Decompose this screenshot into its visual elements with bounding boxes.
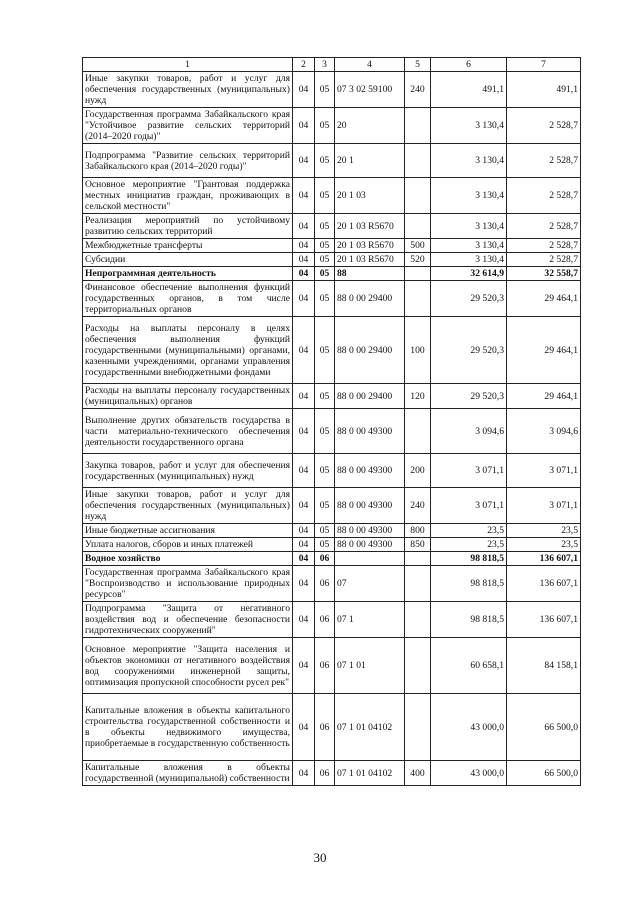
row-amount-2022: 136 607,1 [507, 566, 581, 602]
row-name: Иные закупки товаров, работ и услуг для обеспечения государственных (муниципальных) нужд [83, 488, 293, 524]
row-target-code: 20 1 [335, 144, 405, 178]
header-col-3: 3 [315, 58, 335, 72]
row-amount-2022: 2 528,7 [507, 253, 581, 267]
row-name: Иные бюджетные ассигнования [83, 524, 293, 538]
row-subsection: 05 [315, 144, 335, 178]
row-name: Иные закупки товаров, работ и услуг для обеспечения государственных (муниципальных) нужд [83, 72, 293, 108]
row-target-code: 88 0 00 29400 [335, 384, 405, 409]
table-row [83, 384, 581, 409]
row-amount-2021: 43 000,0 [431, 694, 507, 761]
row-target-code: 88 0 00 49300 [335, 409, 405, 454]
row-expense-type: 520 [405, 253, 431, 267]
row-amount-2021: 3 130,4 [431, 239, 507, 253]
row-section: 04 [293, 638, 315, 694]
row-section: 04 [293, 239, 315, 253]
table-row [83, 602, 581, 638]
row-section: 04 [293, 538, 315, 552]
row-section: 04 [293, 72, 315, 108]
row-expense-type: 400 [405, 761, 431, 786]
row-section: 04 [293, 214, 315, 239]
row-subsection: 05 [315, 524, 335, 538]
row-amount-2022: 29 464,1 [507, 384, 581, 409]
row-section: 04 [293, 488, 315, 524]
row-section: 04 [293, 281, 315, 317]
row-amount-2021: 3 130,4 [431, 144, 507, 178]
row-subsection: 06 [315, 552, 335, 566]
table-row [83, 409, 581, 454]
row-expense-type [405, 566, 431, 602]
row-target-code [335, 552, 405, 566]
row-name: Государственная программа Забайкальского края "Воспроизводство и использование природных ресурсов" [83, 566, 293, 602]
table-row [83, 317, 581, 384]
row-subsection: 05 [315, 384, 335, 409]
row-expense-type [405, 214, 431, 239]
row-target-code: 07 1 01 04102 [335, 694, 405, 761]
row-expense-type [405, 108, 431, 144]
row-expense-type [405, 178, 431, 214]
row-section: 04 [293, 694, 315, 761]
row-section: 04 [293, 144, 315, 178]
header-col-1: 1 [83, 58, 293, 72]
row-amount-2021: 29 520,3 [431, 317, 507, 384]
table-row [83, 144, 581, 178]
row-target-code: 20 1 03 R5670 [335, 253, 405, 267]
table-row [83, 566, 581, 602]
row-subsection: 05 [315, 72, 335, 108]
row-target-code: 07 [335, 566, 405, 602]
row-amount-2021: 43 000,0 [431, 761, 507, 786]
table-row [83, 72, 581, 108]
row-amount-2021: 3 130,4 [431, 214, 507, 239]
row-subsection: 05 [315, 239, 335, 253]
row-name: Выполнение других обязательств государства в части материально-технического обеспечения деятельности государственного органа [83, 409, 293, 454]
row-amount-2021: 29 520,3 [431, 384, 507, 409]
row-section: 04 [293, 566, 315, 602]
row-section: 04 [293, 552, 315, 566]
row-name: Расходы на выплаты персоналу в целях обеспечения выполнения функций государственными (муниципальными) органами, казенными учреждениями, органами управления государственными внебюджетными фондами [83, 317, 293, 384]
row-amount-2022: 491,1 [507, 72, 581, 108]
row-subsection: 05 [315, 178, 335, 214]
table-row [83, 538, 581, 552]
row-subsection: 06 [315, 638, 335, 694]
row-subsection: 05 [315, 108, 335, 144]
header-col-4: 4 [335, 58, 405, 72]
row-name: Непрограммная деятельность [83, 267, 293, 281]
row-amount-2022: 3 071,1 [507, 454, 581, 488]
row-target-code: 88 0 00 49300 [335, 538, 405, 552]
table-row [83, 454, 581, 488]
row-amount-2021: 3 130,4 [431, 253, 507, 267]
row-section: 04 [293, 253, 315, 267]
row-target-code: 88 [335, 267, 405, 281]
row-subsection: 05 [315, 317, 335, 384]
row-amount-2022: 136 607,1 [507, 602, 581, 638]
header-col-7: 7 [507, 58, 581, 72]
row-expense-type: 240 [405, 72, 431, 108]
row-name: Государственная программа Забайкальского края "Устойчивое развитие сельских территорий (2014–2020 годы)" [83, 108, 293, 144]
row-target-code: 88 0 00 49300 [335, 454, 405, 488]
row-subsection: 05 [315, 409, 335, 454]
row-target-code: 88 0 00 49300 [335, 488, 405, 524]
row-expense-type [405, 602, 431, 638]
row-target-code: 20 1 03 [335, 178, 405, 214]
row-amount-2021: 98 818,5 [431, 602, 507, 638]
row-section: 04 [293, 267, 315, 281]
row-amount-2021: 3 071,1 [431, 488, 507, 524]
row-subsection: 05 [315, 281, 335, 317]
row-amount-2022: 29 464,1 [507, 317, 581, 384]
header-col-5: 5 [405, 58, 431, 72]
row-name: Уплата налогов, сборов и иных платежей [83, 538, 293, 552]
row-target-code: 07 1 [335, 602, 405, 638]
row-target-code: 20 1 03 R5670 [335, 239, 405, 253]
row-amount-2022: 3 071,1 [507, 488, 581, 524]
row-expense-type [405, 144, 431, 178]
table-row [83, 761, 581, 786]
row-amount-2021: 60 658,1 [431, 638, 507, 694]
row-amount-2021: 3 094,6 [431, 409, 507, 454]
row-target-code: 20 1 03 R5670 [335, 214, 405, 239]
row-target-code: 07 1 01 04102 [335, 761, 405, 786]
row-target-code: 88 0 00 29400 [335, 281, 405, 317]
row-amount-2021: 29 520,3 [431, 281, 507, 317]
row-amount-2021: 98 818,5 [431, 552, 507, 566]
row-amount-2022: 29 464,1 [507, 281, 581, 317]
row-name: Расходы на выплаты персоналу государственных (муниципальных) органов [83, 384, 293, 409]
row-amount-2022: 84 158,1 [507, 638, 581, 694]
row-amount-2022: 2 528,7 [507, 178, 581, 214]
table-row [83, 488, 581, 524]
row-subsection: 05 [315, 454, 335, 488]
row-amount-2021: 23,5 [431, 524, 507, 538]
table-row [83, 281, 581, 317]
row-name: Капитальные вложения в объекты капитального строительства государственной собственности и в объекты недвижимого имущества, приобретаемые в государственную собственность [83, 694, 293, 761]
row-section: 04 [293, 108, 315, 144]
header-col-6: 6 [431, 58, 507, 72]
row-expense-type: 240 [405, 488, 431, 524]
row-amount-2021: 3 130,4 [431, 108, 507, 144]
table-row [83, 552, 581, 566]
row-subsection: 06 [315, 761, 335, 786]
row-expense-type [405, 267, 431, 281]
table-row [83, 239, 581, 253]
row-section: 04 [293, 178, 315, 214]
row-name: Финансовое обеспечение выполнения функций государственных органов, в том числе территориальных органов [83, 281, 293, 317]
row-amount-2021: 32 614,9 [431, 267, 507, 281]
row-amount-2022: 23,5 [507, 524, 581, 538]
row-expense-type [405, 281, 431, 317]
row-section: 04 [293, 454, 315, 488]
row-amount-2022: 136 607,1 [507, 552, 581, 566]
row-subsection: 05 [315, 214, 335, 239]
row-expense-type: 500 [405, 239, 431, 253]
row-expense-type [405, 552, 431, 566]
row-amount-2022: 23,5 [507, 538, 581, 552]
row-name: Межбюджетные трансферты [83, 239, 293, 253]
row-amount-2022: 32 558,7 [507, 267, 581, 281]
row-amount-2021: 3 130,4 [431, 178, 507, 214]
row-section: 04 [293, 602, 315, 638]
row-name: Основное мероприятие "Грантовая поддержка местных инициатив граждан, проживающих в сельской местности" [83, 178, 293, 214]
row-name: Подпрограмма "Защита от негативного воздействия вод и обеспечение безопасности гидротехнических сооружений" [83, 602, 293, 638]
row-amount-2022: 2 528,7 [507, 239, 581, 253]
row-subsection: 06 [315, 566, 335, 602]
row-expense-type: 800 [405, 524, 431, 538]
table-row [83, 253, 581, 267]
table-row [83, 178, 581, 214]
row-expense-type: 100 [405, 317, 431, 384]
row-name: Основное мероприятие "Защита населения и объектов экономики от негативного воздействия вод сооружениями инженерной защиты, оптимизация пропускной способности русел рек" [83, 638, 293, 694]
row-target-code: 20 [335, 108, 405, 144]
header-col-2: 2 [293, 58, 315, 72]
row-expense-type [405, 694, 431, 761]
row-target-code: 07 3 02 59100 [335, 72, 405, 108]
table-row [83, 267, 581, 281]
budget-table [82, 57, 581, 786]
table-row [83, 214, 581, 239]
row-target-code: 88 0 00 49300 [335, 524, 405, 538]
row-name: Закупка товаров, работ и услуг для обеспечения государственных (муниципальных) нужд [83, 454, 293, 488]
row-section: 04 [293, 384, 315, 409]
row-subsection: 05 [315, 538, 335, 552]
row-expense-type: 120 [405, 384, 431, 409]
row-amount-2022: 2 528,7 [507, 108, 581, 144]
table-row [83, 638, 581, 694]
row-amount-2022: 2 528,7 [507, 214, 581, 239]
row-amount-2022: 66 500,0 [507, 761, 581, 786]
table-row [83, 524, 581, 538]
row-subsection: 05 [315, 267, 335, 281]
row-amount-2022: 3 094,6 [507, 409, 581, 454]
row-amount-2021: 98 818,5 [431, 566, 507, 602]
table-header-row [83, 58, 581, 72]
row-amount-2021: 3 071,1 [431, 454, 507, 488]
row-subsection: 05 [315, 253, 335, 267]
row-subsection: 06 [315, 694, 335, 761]
row-target-code: 88 0 00 29400 [335, 317, 405, 384]
row-expense-type [405, 409, 431, 454]
row-amount-2022: 2 528,7 [507, 144, 581, 178]
row-name: Водное хозяйство [83, 552, 293, 566]
row-expense-type [405, 638, 431, 694]
row-name: Капитальные вложения в объекты государственной (муниципальной) собственности [83, 761, 293, 786]
row-amount-2021: 23,5 [431, 538, 507, 552]
row-subsection: 06 [315, 602, 335, 638]
row-expense-type: 850 [405, 538, 431, 552]
table-row [83, 108, 581, 144]
row-section: 04 [293, 317, 315, 384]
row-section: 04 [293, 761, 315, 786]
table-row [83, 694, 581, 761]
page-number: 30 [313, 850, 327, 865]
row-target-code: 07 1 01 [335, 638, 405, 694]
row-subsection: 05 [315, 488, 335, 524]
row-name: Субсидии [83, 253, 293, 267]
row-name: Реализация мероприятий по устойчивому развитию сельских территорий [83, 214, 293, 239]
row-section: 04 [293, 409, 315, 454]
row-amount-2022: 66 500,0 [507, 694, 581, 761]
row-expense-type: 200 [405, 454, 431, 488]
row-amount-2021: 491,1 [431, 72, 507, 108]
row-name: Подпрограмма "Развитие сельских территорий Забайкальского края (2014–2020 годы)" [83, 144, 293, 178]
row-section: 04 [293, 524, 315, 538]
